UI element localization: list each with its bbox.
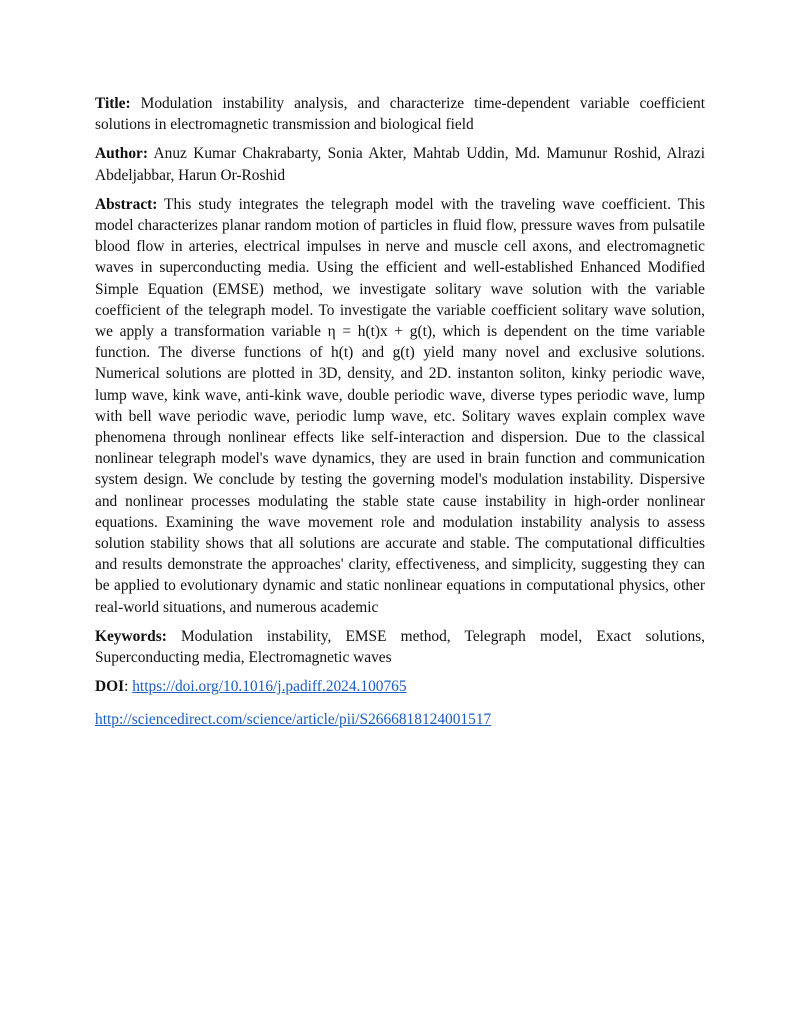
doi-separator: : (124, 678, 129, 696)
author-paragraph (95, 143, 705, 185)
title-text: Modulation instability analysis, and characterize time-dependent variable coefficient solutions in electromagnetic transmission and biological field (95, 95, 705, 134)
title-label: Title: (95, 95, 131, 112)
abstract-label: Abstract: (95, 195, 158, 213)
keywords-label: Keywords: (95, 627, 167, 645)
document-page (95, 93, 705, 739)
sciencedirect-link[interactable]: http://sciencedirect.com/science/article/pii/S2666818124001517 (95, 711, 492, 729)
keywords-text: Modulation instability, EMSE method, Telegraph model, Exact solutions, Superconducting media, Electromagnetic waves (95, 627, 705, 667)
abstract-text: This study integrates the telegraph model with the traveling wave coefficient. This model characterizes planar random motion of particles in fluid flow, pressure waves from pulsatile blood flow in arteries, electrical impulses in nerve and muscle cell axons, and electromagnetic waves in superconducting media. Using the efficient and well-established Enhanced Modified Simple Equation (EMSE) method, we investigate solitary wave solution with the variable coefficient of the telegraph model. To investigate the variable coefficient solitary wave solution, we apply a transformation variable η = h(t)x + g(t), which is dependent on the time variable function. The diverse functions of h(t) and g(t) yield many novel and exclusive solutions. Numerical solutions are plotted in 3D, density, and 2D. instanton soliton, kinky periodic wave, lump wave, kink wave, anti-kink wave, double periodic wave, diverse types periodic wave, lump with bell wave periodic wave, periodic lump wave, etc. Solitary waves explain complex wave phenomena through nonlinear effects like self-interaction and dispersion. Due to the classical nonlinear telegraph model's wave dynamics, they are used in brain function and communication system design. We conclude by testing the governing model's modulation instability. Dispersive and nonlinear processes modulating the stable state cause instability in high-order nonlinear equations. Examining the wave movement role and modulation instability analysis to assess solution stability shows that all solutions are accurate and stable. The computational difficulties and results demonstrate the approaches' clarity, effectiveness, and simplicity, suggesting they can be applied to evolutionary dynamic and static nonlinear equations in computational physics, other real-world situations, and numerous academic (95, 195, 705, 616)
doi-paragraph (95, 676, 705, 697)
keywords-paragraph (95, 626, 705, 668)
url-paragraph (95, 709, 705, 730)
abstract-paragraph (95, 194, 705, 618)
doi-label: DOI (95, 678, 125, 696)
doi-link[interactable]: https://doi.org/10.1016/j.padiff.2024.100765 (132, 678, 407, 696)
title-paragraph (95, 93, 705, 135)
author-label: Author: (95, 145, 149, 163)
author-text: Anuz Kumar Chakrabarty, Sonia Akter, Mahtab Uddin, Md. Mamunur Roshid, Alrazi Abdeljabbar, Harun Or-Roshid (95, 145, 706, 184)
